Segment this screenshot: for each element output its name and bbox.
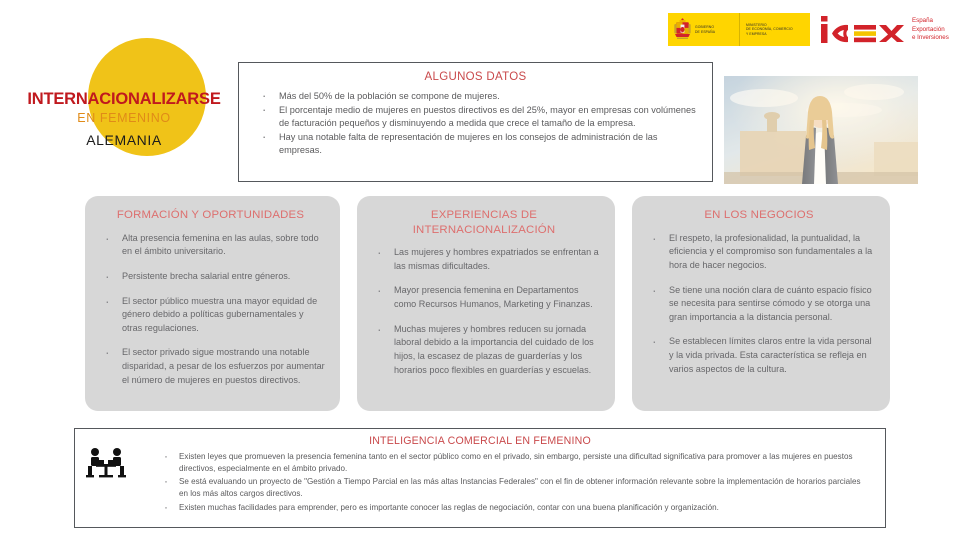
- list-item: · Se está evaluando un proyecto de "Gestión a Tiempo Parcial en las más altas Instancias Federales" con el fin de obtener información relevante sobre la implementación de horarios parciales en los más altos cargos directivos.: [157, 476, 869, 500]
- photo-illustration: [724, 76, 918, 184]
- icex-tagline: [912, 17, 949, 44]
- column-formacion-oportunidades: [85, 196, 340, 411]
- inteligencia-comercial-title: INTELIGENCIA COMERCIAL EN FEMENINO: [369, 435, 591, 447]
- list-item: · Muchas mujeres y hombres reducen su jornada laboral debido a la importancia del cuidado de los hijos, la escasez de plazas de guarderías y los horarios poco flexibles en guarderías y escuelas.: [367, 323, 601, 378]
- list-item: · Las mujeres y hombres expatriados se enfrentan a las mismas dificultades.: [367, 246, 601, 273]
- list-item: · Se tiene una noción clara de cuánto espacio físico se necesita para sentirse cómodo y se otorga una gran importancia a la distancia personal.: [642, 284, 876, 325]
- list-item: · Existen muchas facilidades para emprender, pero es importante conocer las reglas de negociación, contar con una buena planificación y organización.: [157, 502, 869, 514]
- list-item: · El sector público muestra una mayor equidad de género debido a políticas gubernamentales y otras regulaciones.: [95, 295, 326, 336]
- column-title: EXPERIENCIAS DE INTERNACIONALIZACIÓN: [412, 209, 556, 236]
- icex-tag-line3: e Inversiones: [912, 34, 949, 42]
- algunos-datos-title: ALGUNOS DATOS: [424, 71, 527, 83]
- inteligencia-comercial-list: [157, 451, 869, 514]
- ministry-line1: MINISTERIO: [746, 23, 767, 28]
- icex-tag-line2: Exportación: [912, 25, 945, 33]
- list-item: · Alta presencia femenina en las aulas, sobre todo en el ámbito universitario.: [95, 232, 326, 259]
- list-item: · Se establecen límites claros entre la vida personal y la vida privada. Esta característica se refleja en varios aspectos de la cultura.: [642, 335, 876, 376]
- ministry-line2: DE ECONOMÍA, COMERCIO: [746, 27, 793, 32]
- icex-logo: [820, 14, 949, 46]
- page-title: INTERNACIONALIZARSE: [27, 90, 221, 108]
- column-bullet-list: [95, 232, 326, 388]
- ministry-block: [740, 23, 793, 36]
- businesswoman-berlin-photo: [724, 76, 918, 184]
- list-item: · Existen leyes que promueven la presencia femenina tanto en el sector público como en el privado, sin embargo, persiste una dificultad significativa para promover a las mujeres en puestos directivos, especialmente en el ámbito privado.: [157, 451, 869, 475]
- page-subtitle: EN FEMENINO: [77, 111, 171, 125]
- ministry-text: [746, 23, 793, 36]
- column-title: EN LOS NEGOCIOS: [704, 209, 814, 221]
- icex-tag-line1: España: [912, 16, 933, 24]
- inteligencia-comercial-panel: [74, 428, 886, 528]
- column-experiencias-internacionalizacion: [357, 196, 615, 411]
- ministry-line3: Y EMPRESA: [746, 31, 767, 36]
- list-item: · El respeto, la profesionalidad, la puntualidad, la eficiencia y el compromiso son fundamentales a la hora de hacer negocios.: [642, 232, 876, 273]
- gobierno-de-espana-logo: [668, 13, 810, 46]
- list-item: · El sector privado sigue mostrando una notable disparidad, a pesar de los esfuerzos por aumentar el número de mujeres en puestos directivos.: [95, 346, 326, 387]
- column-bullet-list: [367, 246, 601, 377]
- gov-logo-line2: DE ESPAÑA: [695, 29, 716, 34]
- algunos-datos-list: [251, 90, 700, 157]
- list-item: · El porcentaje medio de mujeres en puestos directivos es del 25%, mayor en empresas con volúmenes de facturación pequeños y disminuyendo a medida que crece el tamaño de la empresa.: [251, 104, 700, 130]
- column-en-los-negocios: [632, 196, 890, 411]
- gov-logo-text: [695, 25, 715, 34]
- column-title: FORMACIÓN Y OPORTUNIDADES: [116, 209, 305, 221]
- gov-logo-line1: GOBIERNO: [695, 25, 715, 30]
- column-bullet-list: [642, 232, 876, 377]
- list-item: · Mayor presencia femenina en Departamentos como Recursos Humanos, Marketing y Finanzas.: [367, 284, 601, 311]
- country-label: ALEMANIA: [86, 132, 162, 148]
- gov-logo-left: [668, 13, 740, 46]
- list-item: · Persistente brecha salarial entre géneros.: [95, 270, 326, 284]
- coat-of-arms-icon: [673, 17, 692, 42]
- algunos-datos-panel: [238, 62, 713, 182]
- icex-wordmark-icon: [820, 15, 906, 45]
- list-item: · Hay una notable falta de representación de mujeres en los consejos de administración de las empresas.: [251, 131, 700, 157]
- list-item: · Más del 50% de la población se compone de mujeres.: [251, 90, 700, 103]
- meeting-table-icon: [83, 445, 129, 485]
